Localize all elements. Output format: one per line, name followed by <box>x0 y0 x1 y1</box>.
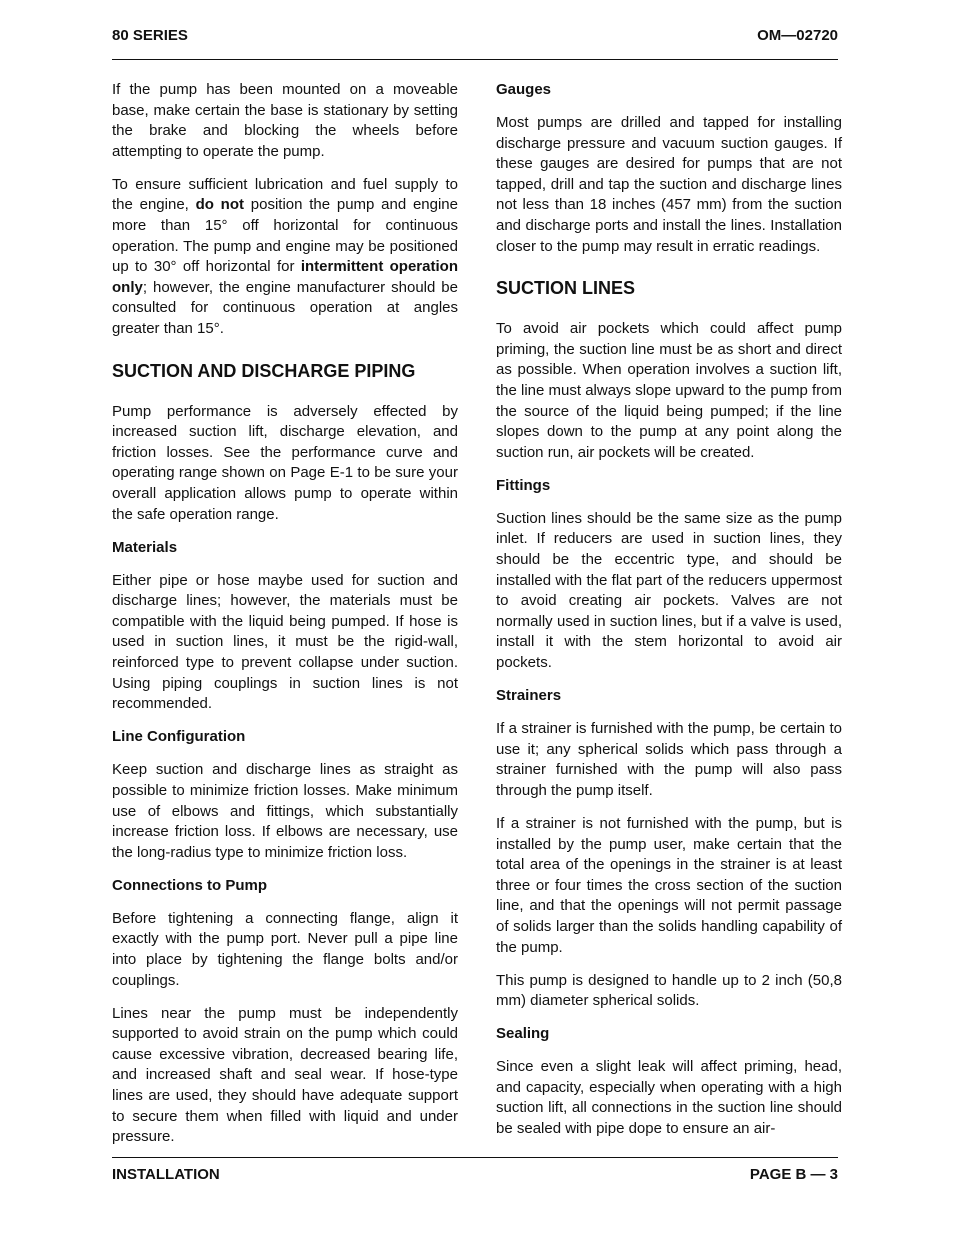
text-run: position the pump and engine more than 15° off horizontal for continuous operation. The pump and engine may be positioned up to 30° off horizontal for <box>112 196 458 276</box>
paragraph-fittings: Suction lines should be the same size as the pump inlet. If reducers are used in suction lines, they should be the eccentric type, and should be installed with the flat part of the reducers uppermost to avoid creating air pockets. Valves are not normally used in suction lines, but if a valve is used, install it with the stem horizontal to avoid air pockets. <box>496 509 842 671</box>
heading-fittings: Fittings <box>496 476 551 494</box>
heading-suction-lines: SUCTION LINES <box>496 278 636 299</box>
right-column <box>496 80 842 1152</box>
heading-line-configuration: Line Configuration <box>112 728 246 746</box>
heading-connections-to-pump: Connections to Pump <box>112 876 267 894</box>
paragraph-gauges: Most pumps are drilled and tapped for installing discharge pressure and vacuum suction gauges. If these gauges are desired for pumps that are not tapped, drill and tap the suction and discharge lines not less than 18 inches (457 mm) from the suction and discharge ports and install the lines. Installation closer to the pump may result in erratic readings. <box>496 114 842 255</box>
heading-strainers: Strainers <box>496 687 562 705</box>
heading-gauges: Gauges <box>496 81 552 98</box>
text-run: ; however, the engine manufacturer should be consulted for continuous operation at angles greater than 15°. <box>112 278 458 338</box>
paragraph-lubrication <box>112 175 458 340</box>
paragraph-strainer-not-furnished: If a strainer is not furnished with the pump, but is installed by the pump user, make certain that the total area of the openings in the strainer is at least three or four times the cross section of the suction line, and that the openings will not permit passage of solids larger than the solids handling capability of the pump. <box>496 814 842 956</box>
paragraph-line-configuration: Keep suction and discharge lines as straight as possible to minimize friction losses. Make minimum use of elbows and fittings, which substantially increase friction loss. If elbows are necessary, use the long-radius type to minimize friction loss. <box>112 761 458 861</box>
paragraph-line-support: Lines near the pump must be independently supported to avoid strain on the pump which could cause excessive vibration, decreased bearing life, and increased shaft and seal wear. If hose-type lines are used, they should have adequate support to secure them when filled with liquid and under pressure. <box>112 1004 458 1146</box>
section-label: INSTALLATION <box>112 1166 220 1183</box>
series-label: 80 SERIES <box>112 27 188 44</box>
page-footer <box>112 1157 838 1188</box>
heading-materials: Materials <box>112 538 178 556</box>
paragraph-pump-performance: Pump performance is adversely effected by increased suction lift, discharge elevation, and friction losses. See the performance curve and operating range shown on Page E-1 to be sure your overall application allows pump to operate within the safe operation range. <box>112 402 458 523</box>
bold-text: intermittent operation only <box>112 258 458 296</box>
heading-suction-discharge-piping: SUCTION AND DISCHARGE PIPING <box>112 360 416 381</box>
text-run: To ensure sufficient lubrication and fuel supply to the engine, <box>112 175 458 214</box>
left-column <box>112 80 458 1160</box>
paragraph-air-pockets: To avoid air pockets which could affect pump priming, the suction line must be as short and direct as possible. When operation involves a suction lift, the line must always slope upward to the pump from the source of the liquid being pumped; if the line slopes down to the pump at any point along the suction run, air pockets will be created. <box>496 320 843 461</box>
document-number: OM—02720 <box>757 27 838 44</box>
paragraph-solids-size: This pump is designed to handle up to 2 inch (50,8 mm) diameter spherical solids. <box>496 971 842 1010</box>
page-number: PAGE B — 3 <box>749 1166 838 1183</box>
paragraph-moveable-base: If the pump has been mounted on a moveable base, make certain the base is stationary by setting the brake and blocking the wheels before attempting to operate the pump. <box>112 81 458 160</box>
paragraph-strainer-furnished: If a strainer is furnished with the pump, be certain to use it; any spherical solids which pass through a strainer furnished with the pump will also pass through the pump itself. <box>496 720 842 799</box>
paragraph-materials: Either pipe or hose maybe used for suction and discharge lines; however, the materials must be compatible with the liquid being pumped. If hose is used in suction lines, it must be the rigid-wall, reinforced type to prevent collapse under suction. Using piping couplings in suction lines is not recommended. <box>112 571 458 713</box>
paragraph-connecting-flange: Before tightening a connecting flange, align it exactly with the pump port. Never pull a pipe line into place by tightening the flange bolts and/or couplings. <box>112 909 458 989</box>
bold-text: do not <box>195 196 245 214</box>
paragraph-sealing: Since even a slight leak will affect priming, head, and capacity, especially when operating with a high suction lift, all connections in the suction line should be sealed with pipe dope to ensure an air- <box>496 1058 842 1138</box>
page-header <box>112 27 838 60</box>
heading-sealing: Sealing <box>496 1025 550 1043</box>
